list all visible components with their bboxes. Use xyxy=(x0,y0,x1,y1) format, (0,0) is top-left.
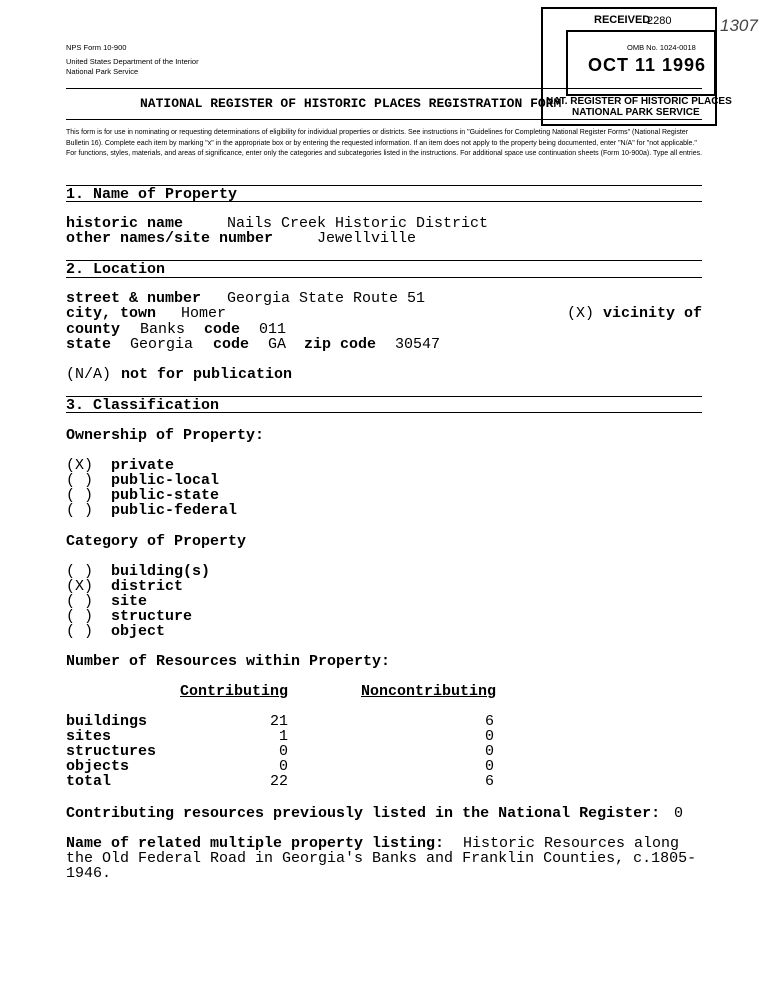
section3-rule-bottom xyxy=(66,412,702,413)
category-label: site xyxy=(111,593,148,610)
resource-label: sites xyxy=(66,728,112,745)
city-value: Homer xyxy=(181,305,227,322)
stamp-received-number: 2280 xyxy=(647,15,672,27)
resource-label: buildings xyxy=(66,713,148,730)
resource-contributing: 0 xyxy=(278,743,288,760)
category-mark: ( ) xyxy=(66,593,94,610)
category-label: building(s) xyxy=(111,563,211,580)
resource-noncontributing: 0 xyxy=(484,728,494,745)
department: United States Department of the Interior xyxy=(66,57,199,66)
publication-mark: (N/A) xyxy=(66,366,112,383)
state-code-label: code xyxy=(213,336,250,353)
resource-noncontributing: 0 xyxy=(484,743,494,760)
state-value: Georgia xyxy=(130,336,194,353)
resources-heading: Number of Resources within Property: xyxy=(66,653,391,670)
ownership-mark: (X) xyxy=(66,457,94,474)
multiple-property-value-line2: the Old Federal Road in Georgia's Banks and Franklin Counties, c.1805- xyxy=(66,850,697,867)
category-mark: ( ) xyxy=(66,608,94,625)
section2-heading: 2. Location xyxy=(66,261,166,278)
resource-label: total xyxy=(66,773,112,790)
noncontributing-header: Noncontributing xyxy=(361,683,497,700)
section1-rule-bottom xyxy=(66,201,702,202)
state-code-value: GA xyxy=(268,336,287,353)
zip-label: zip code xyxy=(304,336,377,353)
resource-contributing: 22 xyxy=(269,773,288,790)
category-mark: ( ) xyxy=(66,623,94,640)
stamp-received-label: RECEIVED xyxy=(594,14,651,26)
category-label: object xyxy=(111,623,166,640)
category-mark: (X) xyxy=(66,578,94,595)
ownership-label: public-state xyxy=(111,487,220,504)
street-value: Georgia State Route 51 xyxy=(227,290,426,307)
form-title: NATIONAL REGISTER OF HISTORIC PLACES REGISTRATION FORM xyxy=(140,96,562,111)
ownership-mark: ( ) xyxy=(66,472,94,489)
vicinity-mark: (X) xyxy=(567,305,595,322)
section3-heading: 3. Classification xyxy=(66,397,220,414)
category-heading: Category of Property xyxy=(66,533,247,550)
other-names-label: other names/site number xyxy=(66,230,274,247)
agency: National Park Service xyxy=(66,67,139,76)
vicinity-label: vicinity of xyxy=(603,305,703,322)
county-value: Banks xyxy=(140,321,186,338)
state-label: state xyxy=(66,336,112,353)
resource-noncontributing: 0 xyxy=(484,758,494,775)
category-label: district xyxy=(111,578,184,595)
multiple-property-value-line1: Historic Resources along xyxy=(463,835,680,852)
instructions: This form is for use in nominating or requesting determinations of eligibility for individual properties or districts. See instructions in "Guidelines for Completing National Register Forms" (National Register Bulletin 16). Complete each item by marking "x" in the appropriate box or by entering the requested information. If an item does not apply to the property being documented, enter "N/A" for "not applicable." For functions, styles, materials, and areas of significance, enter only the categories and subcategories listed in the instructions. For additional space use continuation sheets (Form 10-900a). Type all entries. xyxy=(66,129,703,158)
city-label: city, town xyxy=(66,305,157,322)
ownership-label: public-local xyxy=(111,472,220,489)
category-mark: ( ) xyxy=(66,563,94,580)
stamp-line2: NATIONAL PARK SERVICE xyxy=(572,107,700,118)
resource-noncontributing: 6 xyxy=(484,713,494,730)
ownership-heading: Ownership of Property: xyxy=(66,427,265,444)
historic-name-label: historic name xyxy=(66,215,184,232)
omb-number: OMB No. 1024-0018 xyxy=(627,43,696,52)
resource-contributing: 21 xyxy=(269,713,288,730)
county-code-value: 011 xyxy=(259,321,287,338)
zip-value: 30547 xyxy=(395,336,441,353)
resource-label: objects xyxy=(66,758,130,775)
stamp-line1: NAT. REGISTER OF HISTORIC PLACES xyxy=(546,96,732,107)
resource-noncontributing: 6 xyxy=(484,773,494,790)
street-label: street & number xyxy=(66,290,202,307)
resource-contributing: 1 xyxy=(278,728,288,745)
section1-heading: 1. Name of Property xyxy=(66,186,238,203)
resource-contributing: 0 xyxy=(278,758,288,775)
section2-rule-bottom xyxy=(66,277,702,278)
resource-label: structures xyxy=(66,743,157,760)
multiple-property-label: Name of related multiple property listing: xyxy=(66,835,445,852)
county-label: county xyxy=(66,321,121,338)
ownership-mark: ( ) xyxy=(66,502,94,519)
stamp-date: OCT 11 1996 xyxy=(588,55,707,75)
ownership-label: private xyxy=(111,457,175,474)
other-names-value: Jewellville xyxy=(317,230,417,247)
historic-name-value: Nails Creek Historic District xyxy=(227,215,489,232)
ownership-label: public-federal xyxy=(111,502,238,519)
ownership-mark: ( ) xyxy=(66,487,94,504)
category-label: structure xyxy=(111,608,193,625)
contributing-header: Contributing xyxy=(180,683,289,700)
previously-listed-label: Contributing resources previously listed in the National Register: xyxy=(66,805,661,822)
county-code-label: code xyxy=(204,321,241,338)
previously-listed-value: 0 xyxy=(674,805,684,822)
publication-label: not for publication xyxy=(121,366,293,383)
form-number: NPS Form 10-900 xyxy=(66,43,127,52)
handwritten-number: 1307 xyxy=(720,16,758,35)
multiple-property-value-line3: 1946. xyxy=(66,865,112,882)
